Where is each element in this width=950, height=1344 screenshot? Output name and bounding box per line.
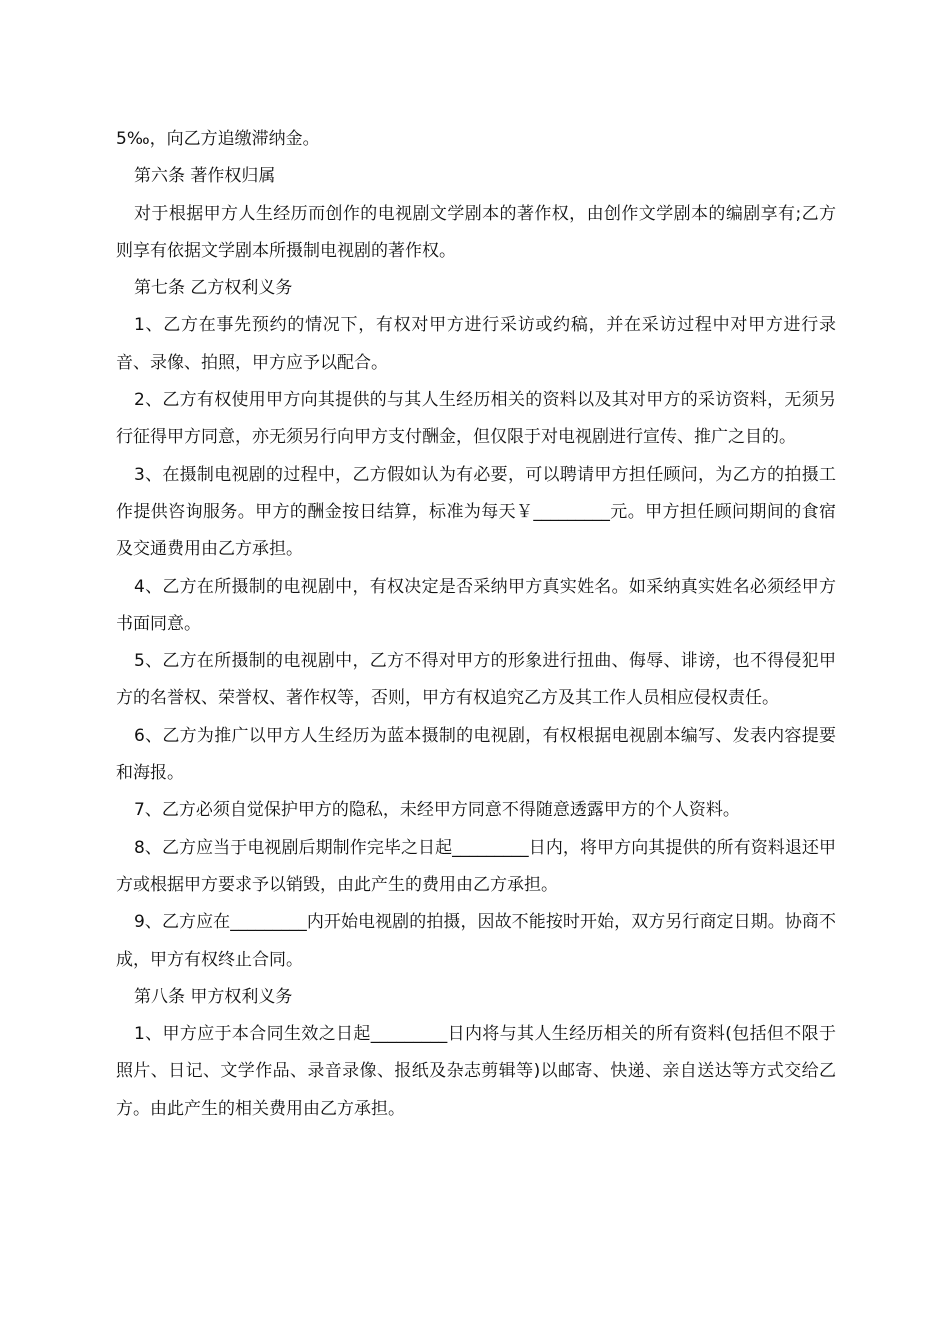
clause-8-1: 1、甲方应于本合同生效之日起_________日内将与其人生经历相关的所有资料(包括但不限于照片、日记、文学作品、录音录像、报纸及杂志剪辑等)以邮寄、快递、亲自送达等方式交给乙方。由此产生的相关费用由乙方承担。 [116, 1024, 836, 1119]
clause-7-2: 2、乙方有权使用甲方向其提供的与其人生经历相关的资料以及其对甲方的采访资料，无须另行征得甲方同意，亦无须另行向甲方支付酬金，但仅限于对电视剧进行宣传、推广之目的。 [116, 390, 836, 448]
paragraph-late-fee-continuation: 5‰，向乙方追缴滞纳金。 [116, 129, 320, 149]
section-heading-article-7: 第七条 乙方权利义务 [134, 278, 293, 299]
clause-7-6: 6、乙方为推广以甲方人生经历为蓝本摄制的电视剧，有权根据电视剧本编写、发表内容提要和海报。 [116, 725, 836, 784]
clause-7-4: 4、乙方在所摄制的电视剧中，有权决定是否采纳甲方真实姓名。如采纳真实姓名必须经甲方书面同意。 [116, 576, 836, 634]
section-heading-article-6: 第六条 著作权归属 [134, 166, 276, 187]
clause-7-3: 3、在摄制电视剧的过程中，乙方假如认为有必要，可以聘请甲方担任顾问，为乙方的拍摄工作提供咨询服务。甲方的酬金按日结算，标准为每天￥_________元。甲方担任顾问期间的食宿及交通费用由乙方承担。 [116, 464, 836, 560]
clause-7-7: 7、乙方必须自觉保护甲方的隐私，未经甲方同意不得随意透露甲方的个人资料。 [134, 800, 740, 821]
clause-7-5: 5、乙方在所摄制的电视剧中，乙方不得对甲方的形象进行扭曲、侮辱、诽谤，也不得侵犯甲方的名誉权、荣誉权、著作权等，否则，甲方有权追究乙方及其工作人员相应侵权责任。 [116, 651, 836, 709]
document-body [116, 121, 836, 1128]
clause-7-8: 8、乙方应当于电视剧后期制作完毕之日起_________日内，将甲方向其提供的所有资料退还甲方或根据甲方要求予以销毁，由此产生的费用由乙方承担。 [116, 837, 836, 895]
clause-7-9: 9、乙方应在_________内开始电视剧的拍摄，因故不能按时开始，双方另行商定日期。协商不成，甲方有权终止合同。 [116, 912, 836, 970]
clause-7-1: 1、乙方在事先预约的情况下，有权对甲方进行采访或约稿，并在采访过程中对甲方进行录音、录像、拍照，甲方应予以配合。 [116, 315, 836, 373]
section-heading-article-8: 第八条 甲方权利义务 [134, 986, 293, 1007]
paragraph-copyright-ownership: 对于根据甲方人生经历而创作的电视剧文学剧本的著作权，由创作文学剧本的编剧享有;乙方则享有依据文学剧本所摄制电视剧的著作权。 [116, 203, 836, 261]
